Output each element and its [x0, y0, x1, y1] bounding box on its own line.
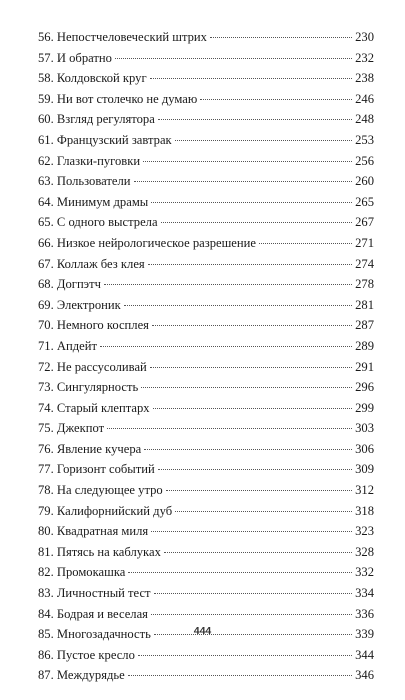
- toc-entry-page-number: 309: [355, 462, 374, 477]
- toc-entry-page-number: 328: [355, 544, 374, 559]
- toc-entry: [38, 233, 374, 254]
- toc-entry-title: 62. Глазки-пуговки: [38, 153, 141, 168]
- dot-leader: [161, 221, 353, 223]
- toc-entry-page-number: 232: [355, 50, 374, 65]
- toc-entry-title: 81. Пятясь на каблуках: [38, 544, 161, 559]
- toc-entry-title: 60. Взгляд регулятора: [38, 112, 155, 127]
- toc-entry-title: 70. Немного косплея: [38, 318, 149, 333]
- toc-entry-page-number: 299: [355, 400, 374, 415]
- toc-entry-title: 65. С одного выстрела: [38, 215, 158, 230]
- dot-leader: [151, 613, 352, 615]
- toc-entry: [38, 439, 374, 460]
- toc-entry-page-number: 334: [355, 586, 374, 601]
- toc-entry-page-number: 267: [355, 215, 374, 230]
- toc-entry-page-number: 312: [355, 483, 374, 498]
- dot-leader: [151, 530, 352, 532]
- dot-leader: [175, 139, 352, 141]
- dot-leader: [154, 592, 353, 594]
- dot-leader: [158, 118, 352, 120]
- toc-entry-title: 57. И обратно: [38, 50, 112, 65]
- toc-entry-page-number: 296: [355, 380, 374, 395]
- dot-leader: [166, 489, 352, 491]
- toc-entry-page-number: 246: [355, 91, 374, 106]
- toc-entry-page-number: 318: [355, 503, 374, 518]
- toc-entry-title: 84. Бодрая и веселая: [38, 606, 148, 621]
- toc-entry-title: 72. Не рассусоливай: [38, 359, 147, 374]
- toc-entry-page-number: 281: [355, 297, 374, 312]
- toc-entry: [38, 151, 374, 172]
- toc-entry-page-number: 287: [355, 318, 374, 333]
- toc-entry-title: 77. Горизонт событий: [38, 462, 155, 477]
- toc-entry-title: 58. Колдовской круг: [38, 71, 147, 86]
- toc-entry: [38, 315, 374, 336]
- dot-leader: [107, 427, 352, 429]
- toc-entry-title: 82. Промокашка: [38, 565, 126, 580]
- toc-entry: [38, 89, 374, 110]
- toc-entry-title: 76. Явление кучера: [38, 441, 142, 456]
- dot-leader: [144, 448, 352, 450]
- toc-entry: [38, 171, 374, 192]
- dot-leader: [128, 571, 352, 573]
- toc-entry-page-number: 332: [355, 565, 374, 580]
- page-number: 444: [193, 625, 212, 637]
- toc-entry-page-number: 256: [355, 153, 374, 168]
- toc-entry: [38, 583, 374, 604]
- toc-entry: [38, 130, 374, 151]
- toc-entry: [38, 604, 374, 625]
- dot-leader: [141, 386, 352, 388]
- dot-leader: [138, 654, 352, 656]
- toc-entry: [38, 254, 374, 275]
- toc-entry-title: 59. Ни вот столечко не думаю: [38, 91, 198, 106]
- toc-entry: [38, 68, 374, 89]
- toc-entry-page-number: 253: [355, 132, 374, 147]
- dot-leader: [151, 201, 352, 203]
- dot-leader: [100, 345, 352, 347]
- toc-entry: [38, 295, 374, 316]
- toc-entry-title: 86. Пустое кресло: [38, 647, 135, 662]
- toc-entry: [38, 48, 374, 69]
- toc-entry-title: 69. Электроник: [38, 297, 121, 312]
- toc-entry: [38, 192, 374, 213]
- toc-entry-page-number: 271: [355, 235, 374, 250]
- dot-leader: [115, 57, 352, 59]
- toc-entry-page-number: 303: [355, 421, 374, 436]
- dot-leader: [259, 242, 352, 244]
- toc-entry: [38, 418, 374, 439]
- toc-entry-title: 63. Пользователи: [38, 174, 131, 189]
- toc-entry-page-number: 289: [355, 338, 374, 353]
- toc-entry: [38, 398, 374, 419]
- toc-entry-title: 87. Междурядье: [38, 668, 125, 683]
- toc-entry-page-number: 248: [355, 112, 374, 127]
- toc-entry-title: 74. Старый клептарх: [38, 400, 150, 415]
- dot-leader: [200, 98, 352, 100]
- toc-entry: [38, 562, 374, 583]
- toc-entry: [38, 665, 374, 686]
- toc-entry-page-number: 260: [355, 174, 374, 189]
- dot-leader: [128, 674, 352, 676]
- table-of-contents: [38, 27, 374, 686]
- dot-leader: [124, 304, 352, 306]
- toc-entry-title: 80. Квадратная миля: [38, 524, 149, 539]
- toc-entry-page-number: 291: [355, 359, 374, 374]
- toc-entry: [38, 521, 374, 542]
- toc-entry-page-number: 278: [355, 277, 374, 292]
- toc-entry: [38, 212, 374, 233]
- toc-entry-title: 66. Низкое нейрологическое разрешение: [38, 235, 256, 250]
- toc-entry-page-number: 238: [355, 71, 374, 86]
- toc-entry: [38, 480, 374, 501]
- toc-entry: [38, 336, 374, 357]
- toc-entry-page-number: 306: [355, 441, 374, 456]
- toc-entry-title: 73. Сингулярность: [38, 380, 139, 395]
- dot-leader: [152, 324, 352, 326]
- toc-entry-title: 56. Непостчеловеческий штрих: [38, 30, 207, 44]
- dot-leader: [158, 468, 352, 470]
- toc-entry-page-number: 265: [355, 194, 374, 209]
- toc-entry-title: 61. Французский завтрак: [38, 132, 172, 147]
- dot-leader: [175, 510, 352, 512]
- toc-entry-title: 67. Коллаж без клея: [38, 256, 145, 271]
- dot-leader: [143, 160, 352, 162]
- toc-entry-title: 75. Джекпот: [38, 421, 105, 436]
- toc-entry-page-number: 336: [355, 606, 374, 621]
- toc-entry: [38, 377, 374, 398]
- toc-entry: [38, 542, 374, 563]
- toc-entry: [38, 501, 374, 522]
- toc-entry-page-number: 339: [355, 627, 374, 642]
- toc-entry: [38, 357, 374, 378]
- dot-leader: [150, 77, 352, 79]
- toc-entry-title: 71. Апдейт: [38, 338, 97, 353]
- dot-leader: [148, 263, 352, 265]
- toc-entry-title: 78. На следующее утро: [38, 483, 163, 498]
- toc-entry-title: 68. Догпэтч: [38, 277, 101, 292]
- toc-entry-page-number: 230: [355, 30, 374, 44]
- dot-leader: [153, 407, 353, 409]
- toc-entry-title: 79. Калифорнийский дуб: [38, 503, 173, 518]
- toc-entry-page-number: 346: [355, 668, 374, 683]
- toc-entry-page-number: 323: [355, 524, 374, 539]
- toc-entry-title: 83. Личностный тест: [38, 586, 151, 601]
- toc-entry-page-number: 344: [355, 647, 374, 662]
- dot-leader: [104, 283, 352, 285]
- toc-entry: [38, 459, 374, 480]
- toc-entry-page-number: 274: [355, 256, 374, 271]
- dot-leader: [164, 551, 352, 553]
- dot-leader: [150, 366, 352, 368]
- dot-leader: [210, 36, 352, 38]
- toc-entry-title: 64. Минимум драмы: [38, 194, 149, 209]
- dot-leader: [134, 180, 353, 182]
- toc-entry: [38, 109, 374, 130]
- toc-entry: [38, 645, 374, 666]
- toc-entry: [38, 274, 374, 295]
- toc-entry: [38, 27, 374, 48]
- toc-entry-title: 85. Многозадачность: [38, 627, 151, 642]
